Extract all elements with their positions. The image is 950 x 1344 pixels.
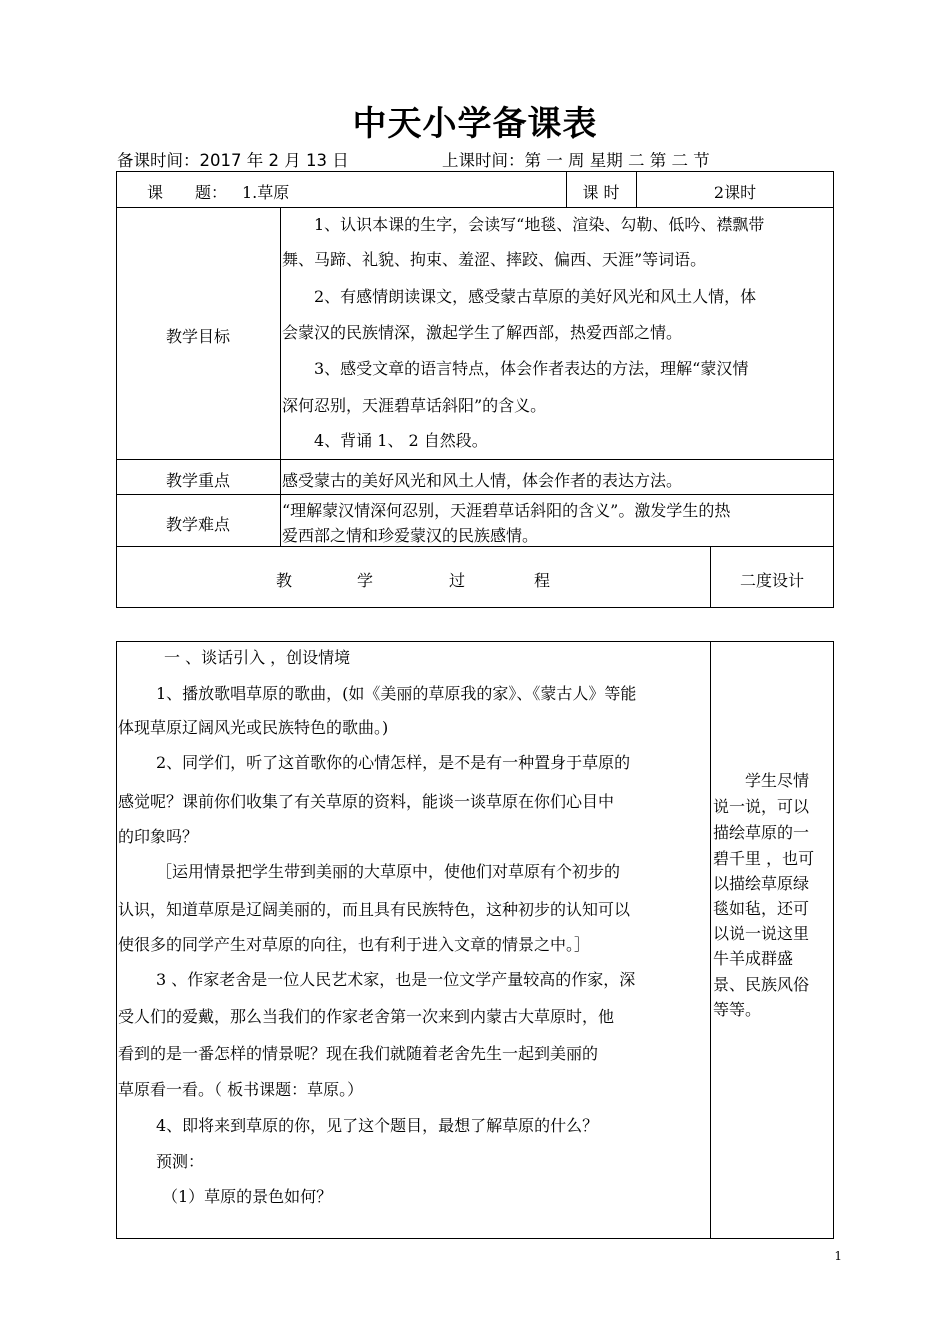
process-line: 草原看一看。（ 板书课题：草原。）	[118, 1080, 364, 1099]
key-label: 教学重点	[165, 471, 230, 490]
design-note-line: 毯如毡，还可	[713, 899, 810, 918]
design-note-line: 牛羊成群盛	[713, 949, 794, 968]
goal-line: 舞、马蹄、礼貌、拘束、羞涩、摔跤、偏西、天涯”等词语。	[282, 250, 707, 269]
process-line: 的印象吗？	[118, 827, 199, 846]
design-note-line: 描绘草原的一	[713, 823, 810, 842]
process-line: ［运用情景把学生带到美丽的大草原中，使他们对草原有个初步的	[156, 862, 621, 881]
class-time: 上课时间：第 一 周 星期 二 第 二 节	[442, 151, 710, 170]
key-value: 感受蒙古的美好风光和风土人情，体会作者的表达方法。	[282, 471, 683, 490]
process-heading-char: 程	[534, 571, 551, 590]
hours-value: 2课时	[713, 183, 757, 202]
col-divider	[710, 641, 711, 1239]
page-title: 中天小学备课表	[352, 104, 598, 144]
row-divider	[116, 207, 834, 208]
process-line: （1）草原的景色如何？	[162, 1187, 333, 1206]
row-divider	[116, 546, 834, 547]
second-design-label: 二度设计	[739, 571, 804, 590]
process-line: 预测：	[156, 1152, 205, 1171]
design-note-line: 说一说，可以	[713, 797, 810, 816]
process-line: 认识，知道草原是辽阔美丽的，而且具有民族特色，这种初步的认知可以	[118, 900, 631, 919]
design-note-line: 等等。	[713, 1000, 762, 1019]
process-line: 体现草原辽阔风光或民族特色的歌曲。)	[118, 718, 389, 737]
design-note-line: 学生尽情	[745, 771, 810, 790]
process-line: 2、同学们，听了这首歌你的心情怎样，是不是有一种置身于草原的	[156, 753, 631, 772]
difficulty-label: 教学难点	[165, 515, 230, 534]
row-divider	[116, 494, 834, 495]
page-number: 1	[834, 1249, 842, 1263]
process-heading-char: 学	[357, 571, 374, 590]
goals-label: 教学目标	[165, 327, 230, 346]
process-line: 一 、谈话引入 ，创设情境	[164, 648, 351, 667]
col-divider	[280, 207, 281, 546]
process-line: 受人们的爱戴，那么当我们的作家老舍第一次来到内蒙古大草原时，他	[118, 1007, 615, 1026]
goal-line: 深何忍别，天涯碧草话斜阳”的含义。	[282, 396, 547, 415]
process-line: 1、播放歌唱草原的歌曲，(如《美丽的草原我的家》、《蒙古人》等能	[156, 684, 637, 703]
row-divider	[116, 459, 834, 460]
design-note-line: 景、民族风俗	[713, 975, 810, 994]
process-line: 4、即将来到草原的你，见了这个题目，最想了解草原的什么？	[156, 1116, 599, 1135]
process-line: 使很多的同学产生对草原的向往，也有利于进入文章的情景之中。］	[118, 935, 591, 954]
process-line: 3 、作家老舍是一位人民艺术家，也是一位文学产量较高的作家，深	[156, 970, 636, 989]
design-note-line: 以说一说这里	[713, 924, 810, 943]
process-heading-char: 过	[449, 571, 466, 590]
process-heading-char: 教	[276, 571, 293, 590]
process-line: 感觉呢？课前你们收集了有关草原的资料，能谈一谈草原在你们心目中	[118, 792, 615, 811]
topic-value: 1.草原	[242, 183, 290, 202]
hours-label: 课 时	[582, 183, 620, 202]
goal-line: 2、有感情朗读课文，感受蒙古草原的美好风光和风土人情，体	[314, 287, 757, 306]
goal-line: 3、感受文章的语言特点，体会作者表达的方法，理解“蒙汉情	[314, 359, 749, 378]
topic-label: 课 题：	[147, 183, 228, 202]
goal-line: 1、认识本课的生字，会读写“地毯、渲染、勾勒、低吟、襟飘带	[314, 215, 765, 234]
design-note-line: 以描绘草原绿	[713, 874, 810, 893]
goal-line: 会蒙汉的民族情深，激起学生了解西部，热爱西部之情。	[282, 323, 683, 342]
difficulty-line: “理解蒙汉情深何忍别，天涯碧草话斜阳的含义”。激发学生的热	[282, 501, 731, 520]
difficulty-line: 爱西部之情和珍爱蒙汉的民族感情。	[282, 526, 539, 545]
process-line: 看到的是一番怎样的情景呢？现在我们就随着老舍先生一起到美丽的	[118, 1044, 599, 1063]
goal-line: 4、背诵 1、 2 自然段。	[314, 431, 488, 450]
design-note-line: 碧千里 ，也可	[713, 849, 815, 868]
prep-time: 备课时间：2017 年 2 月 13 日	[117, 151, 349, 170]
